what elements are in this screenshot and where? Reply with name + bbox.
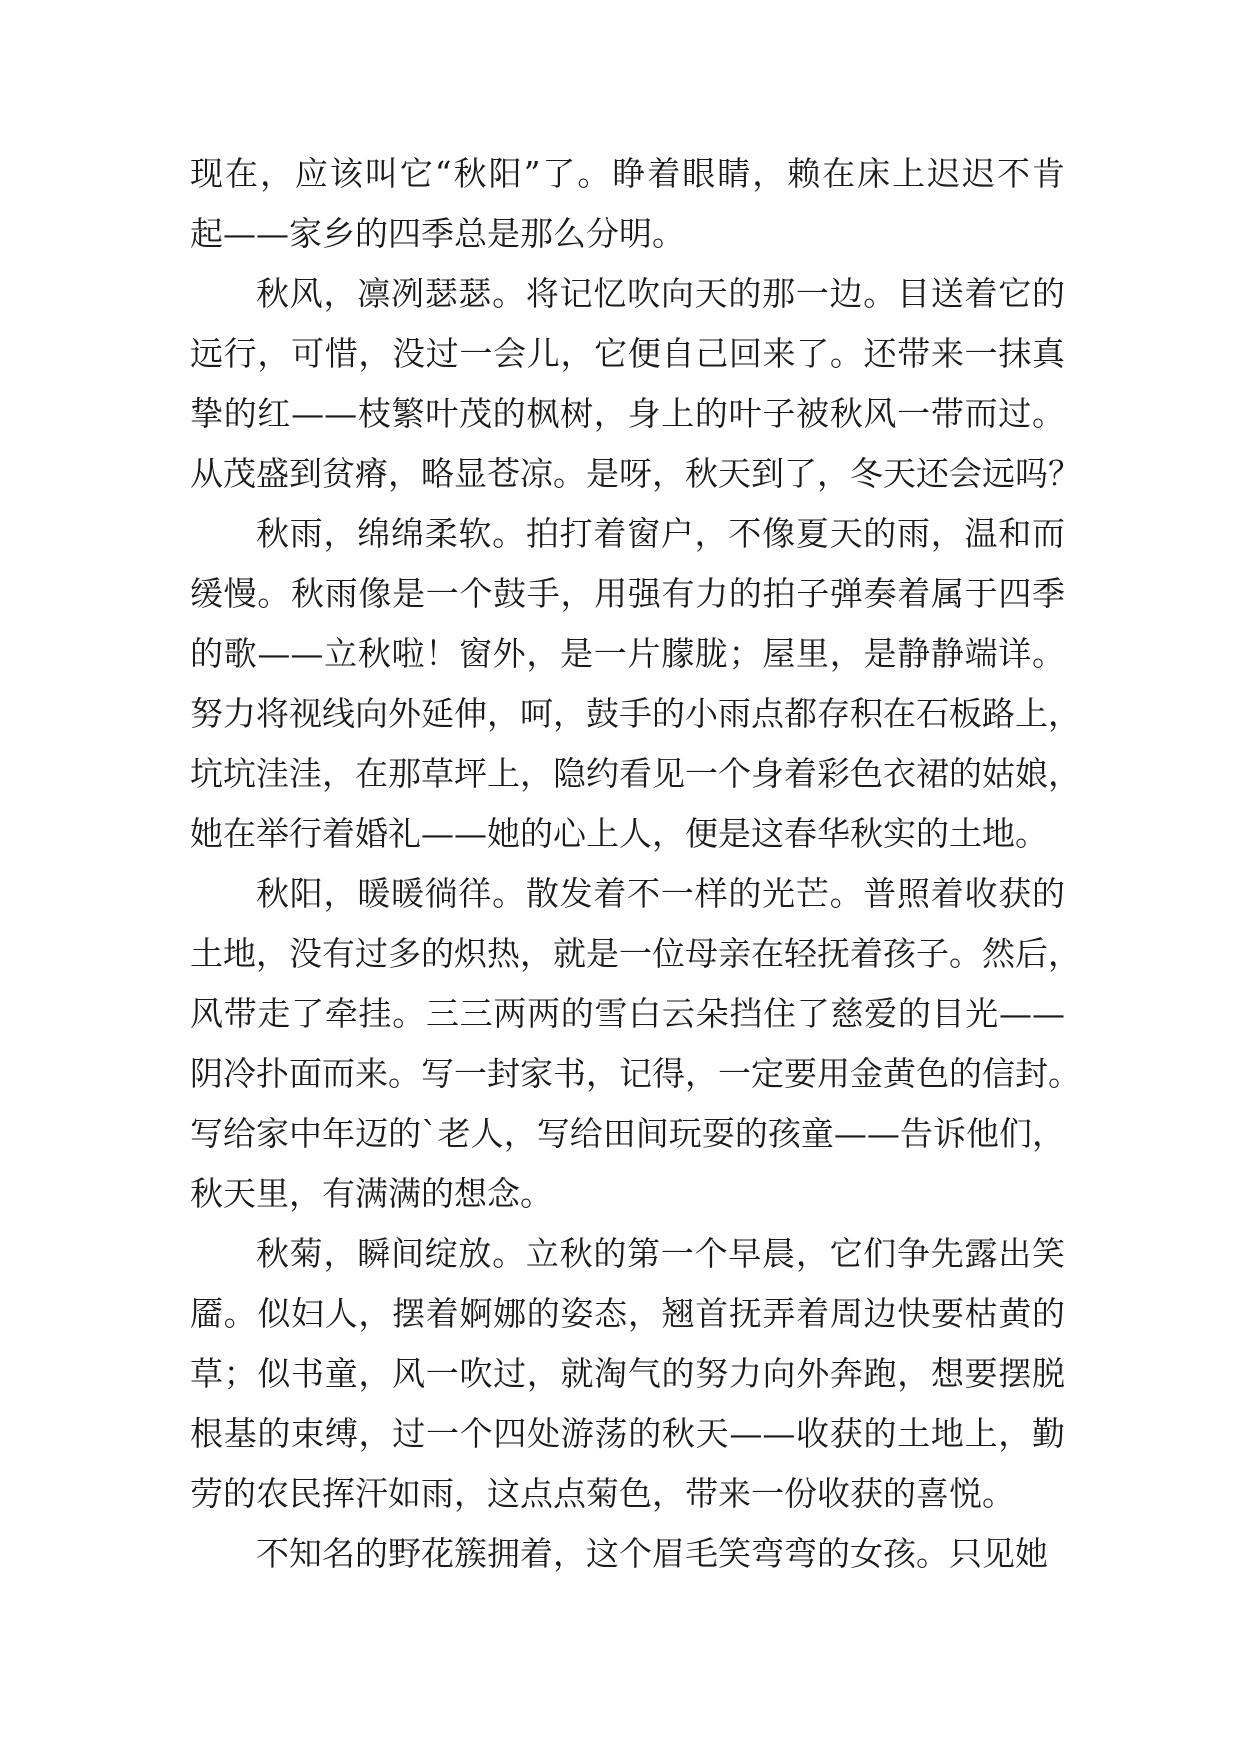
text-line: 风带走了牵挂。三三两两的雪白云朵挡住了慈爱的目光—— xyxy=(190,994,1065,1033)
text-line: 起——家乡的四季总是那么分明。 xyxy=(190,214,685,253)
text-line: 写给家中年迈的`老人，写给田间玩耍的孩童——告诉他们， xyxy=(190,1114,1065,1153)
text-line: 努力将视线向外延伸，呵，鼓手的小雨点都存积在石板路上， xyxy=(190,694,1081,733)
text-line: 秋雨，绵绵柔软。拍打着窗户，不像夏天的雨，温和而 xyxy=(256,514,1065,553)
text-line: 坑坑洼洼，在那草坪上，隐约看见一个身着彩色衣裙的姑娘， xyxy=(190,754,1081,793)
text-line: 秋阳，暖暖徜徉。散发着不一样的光芒。普照着收获的 xyxy=(256,874,1065,913)
text-line: 远行，可惜，没过一会儿，它便自己回来了。还带来一抹真 xyxy=(190,334,1065,373)
text-line: 秋风，凛冽瑟瑟。将记忆吹向天的那一边。目送着它的 xyxy=(256,274,1065,313)
paragraph xyxy=(190,144,1065,264)
text-line: 靥。似妇人，摆着婀娜的姿态，翘首抚弄着周边快要枯黄的 xyxy=(190,1294,1065,1333)
text-line: 的歌——立秋啦！窗外，是一片朦胧；屋里，是静静端详。 xyxy=(190,634,1065,673)
text-line: 从茂盛到贫瘠，略显苍凉。是呀，秋天到了，冬天还会远吗？ xyxy=(190,454,1081,493)
document-body xyxy=(190,144,1081,1584)
text-line: 不知名的野花簇拥着，这个眉毛笑弯弯的女孩。只见她 xyxy=(256,1534,1048,1573)
paragraph xyxy=(190,864,1081,1224)
text-line: 秋天里，有满满的想念。 xyxy=(190,1174,553,1213)
paragraph xyxy=(190,1224,1065,1524)
text-line: 缓慢。秋雨像是一个鼓手，用强有力的拍子弹奏着属于四季 xyxy=(190,574,1065,613)
text-line: 土地，没有过多的炽热，就是一位母亲在轻抚着孩子。然后， xyxy=(190,934,1081,973)
text-line: 秋菊，瞬间绽放。立秋的第一个早晨，它们争先露出笑 xyxy=(256,1234,1065,1273)
text-line: 草；似书童，风一吹过，就淘气的努力向外奔跑，想要摆脱 xyxy=(190,1354,1065,1393)
text-line: 挚的红——枝繁叶茂的枫树，身上的叶子被秋风一带而过。 xyxy=(190,394,1065,433)
text-line: 根基的束缚，过一个四处游荡的秋天——收获的土地上，勤 xyxy=(190,1414,1065,1453)
text-line: 她在举行着婚礼——她的心上人，便是这春华秋实的土地。 xyxy=(190,814,1048,853)
paragraph xyxy=(190,504,1081,864)
paragraph xyxy=(190,1524,1065,1584)
text-line: 阴冷扑面而来。写一封家书，记得，一定要用金黄色的信封。 xyxy=(190,1054,1081,1093)
text-line: 现在，应该叫它“秋阳”了。睁着眼睛，赖在床上迟迟不肯 xyxy=(190,154,1065,193)
paragraph xyxy=(190,264,1081,504)
text-line: 劳的农民挥汗如雨，这点点菊色，带来一份收获的喜悦。 xyxy=(190,1474,1015,1513)
